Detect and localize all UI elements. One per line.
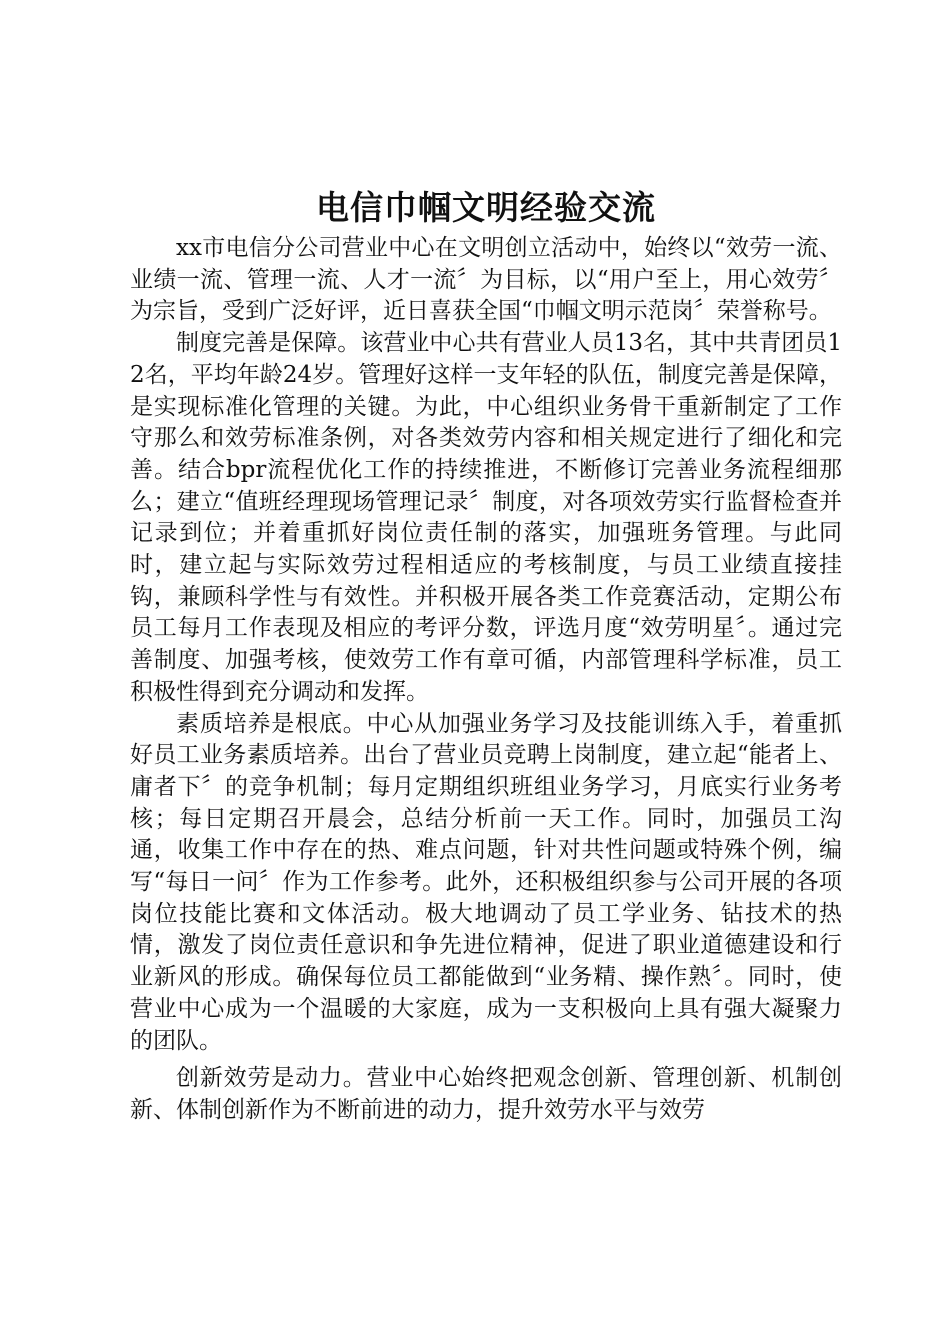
paragraph-intro: xx市电信分公司营业中心在文明创立活动中，始终以“效劳一流、业绩一流、管理一流、人才一流〞为目标，以“用户至上，用心效劳〞为宗旨，受到广泛好评，近日喜获全国“巾帼文明示范岗〞荣誉称号。	[130, 235, 842, 325]
paragraph-quality-training: 素质培养是根底。中心从加强业务学习及技能训练入手，着重抓好员工业务素质培养。出台了营业员竞聘上岗制度，建立起“能者上、庸者下〞的竞争机制；每月定期组织班组业务学习，月底实行业务考核；每日定期召开晨会，总结分析前一天工作。同时，加强员工沟通，收集工作中存在的热、难点问题，针对共性问题或特殊个例，编写“每日一问〞作为工作参考。此外，还积极组织参与公司开展的各项岗位技能比赛和文体活动。极大地调动了员工学业务、钻技术的热情，激发了岗位责任意识和争先进位精神，促进了职业道德建设和行业新风的形成。确保每位员工都能做到“业务精、操作熟〞。同时，使营业中心成为一个温暖的大家庭，成为一支积极向上具有强大凝聚力的团队。	[130, 710, 842, 1054]
paragraph-system-improvement: 制度完善是保障。该营业中心共有营业人员13名，其中共青团员12名，平均年龄24岁。管理好这样一支年轻的队伍，制度完善是保障，是实现标准化管理的关键。为此，中心组织业务骨干重新制定了工作守那么和效劳标准条例，对各类效劳内容和相关规定进行了细化和完善。结合bpr流程优化工作的持续推进，不断修订完善业务流程细那么；建立“值班经理现场管理记录〞制度，对各项效劳实行监督检查并记录到位；并着重抓好岗位责任制的落实，加强班务管理。与此同时，建立起与实际效劳过程相适应的考核制度，与员工业绩直接挂钩，兼顾科学性与有效性。并积极开展各类工作竞赛活动，定期公布员工每月工作表现及相应的考评分数，评选月度“效劳明星〞。通过完善制度、加强考核，使效劳工作有章可循，内部管理科学标准，员工积极性得到充分调动和发挥。	[130, 330, 842, 705]
document-page	[130, 183, 842, 1127]
document-title: 电信巾帼文明经验交流	[316, 188, 656, 227]
paragraph-service-innovation: 创新效劳是动力。营业中心始终把观念创新、管理创新、机制创新、体制创新作为不断前进的动力，提升效劳水平与效劳	[130, 1065, 842, 1123]
